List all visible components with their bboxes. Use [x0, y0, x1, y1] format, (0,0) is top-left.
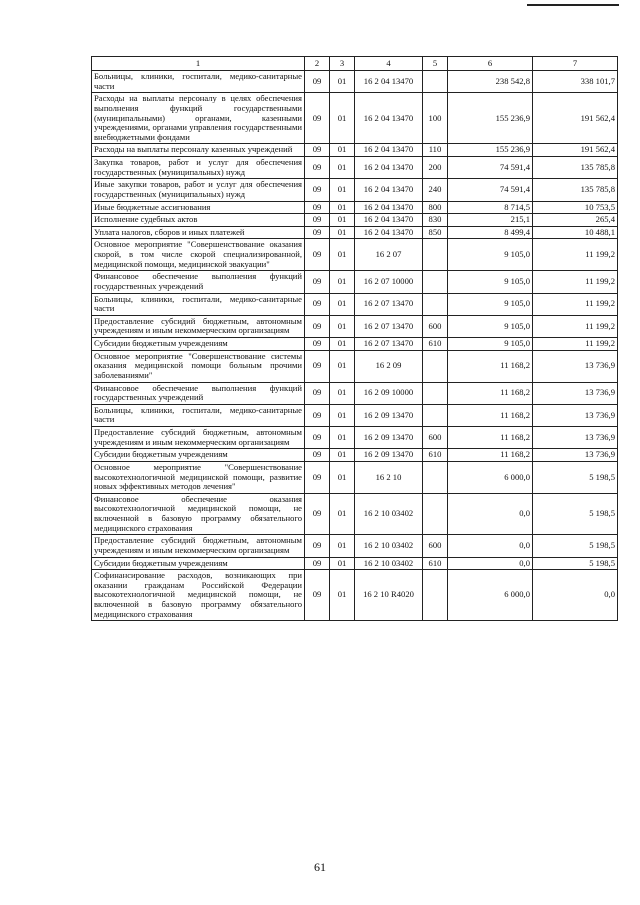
- table-row: [92, 427, 618, 449]
- row-expense-type-cell: [423, 493, 448, 535]
- table-row: [92, 570, 618, 621]
- row-amount-col7-cell: 13 736,9: [533, 404, 618, 426]
- row-target-article-cell: 16 2 09 13470: [355, 427, 423, 449]
- row-amount-col7-cell: 338 101,7: [533, 71, 618, 93]
- row-expense-type-cell: 850: [423, 226, 448, 239]
- row-subsection-cell: 01: [330, 338, 355, 351]
- row-name-cell: Субсидии бюджетным учреждениям: [92, 338, 305, 351]
- row-subsection-cell: 01: [330, 179, 355, 201]
- row-name-cell: Закупка товаров, работ и услуг для обеспечения государственных (муниципальных) нужд: [92, 157, 305, 179]
- table-row: [92, 157, 618, 179]
- budget-table: [91, 56, 618, 621]
- row-name-cell: Основное мероприятие "Совершенствование оказания скорой, в том числе скорой специализированной, медицинской помощи, медицинской эвакуации": [92, 239, 305, 271]
- row-target-article-cell: 16 2 07 13470: [355, 338, 423, 351]
- table-row: [92, 535, 618, 557]
- row-amount-col7-cell: 11 199,2: [533, 293, 618, 315]
- row-expense-type-cell: 100: [423, 93, 448, 144]
- row-amount-col7-cell: 5 198,5: [533, 493, 618, 535]
- row-amount-col6-cell: 238 542,8: [448, 71, 533, 93]
- row-name-cell: Основное мероприятие "Совершенствование высокотехнологичной медицинской помощи, развитие новых эффективных методов лечения": [92, 461, 305, 493]
- row-amount-col6-cell: 11 168,2: [448, 449, 533, 462]
- row-target-article-cell: 16 2 04 13470: [355, 226, 423, 239]
- table-row: [92, 239, 618, 271]
- row-section-cell: 09: [305, 315, 330, 337]
- row-expense-type-cell: 200: [423, 157, 448, 179]
- row-section-cell: 09: [305, 350, 330, 382]
- table-row: [92, 293, 618, 315]
- row-subsection-cell: 01: [330, 157, 355, 179]
- row-expense-type-cell: 610: [423, 338, 448, 351]
- row-amount-col7-cell: 13 736,9: [533, 449, 618, 462]
- row-amount-col6-cell: 155 236,9: [448, 144, 533, 157]
- row-subsection-cell: 01: [330, 461, 355, 493]
- row-target-article-cell: 16 2 09 10000: [355, 382, 423, 404]
- row-subsection-cell: 01: [330, 239, 355, 271]
- row-expense-type-cell: [423, 404, 448, 426]
- table-row: [92, 382, 618, 404]
- table-row: [92, 449, 618, 462]
- row-section-cell: 09: [305, 239, 330, 271]
- header-col-1: 1: [92, 57, 305, 71]
- row-expense-type-cell: 800: [423, 201, 448, 214]
- row-target-article-cell: 16 2 07 10000: [355, 271, 423, 293]
- table-row: [92, 214, 618, 227]
- header-col-6: 6: [448, 57, 533, 71]
- row-amount-col7-cell: 10 488,1: [533, 226, 618, 239]
- row-section-cell: 09: [305, 493, 330, 535]
- row-subsection-cell: 01: [330, 293, 355, 315]
- row-name-cell: Больницы, клиники, госпитали, медико-санитарные части: [92, 71, 305, 93]
- table-row: [92, 226, 618, 239]
- row-target-article-cell: 16 2 10 R4020: [355, 570, 423, 621]
- row-subsection-cell: 01: [330, 226, 355, 239]
- row-amount-col6-cell: 0,0: [448, 493, 533, 535]
- row-target-article-cell: 16 2 04 13470: [355, 71, 423, 93]
- row-amount-col6-cell: 74 591,4: [448, 157, 533, 179]
- row-target-article-cell: 16 2 10: [355, 461, 423, 493]
- row-amount-col6-cell: 11 168,2: [448, 382, 533, 404]
- row-subsection-cell: 01: [330, 71, 355, 93]
- row-subsection-cell: 01: [330, 493, 355, 535]
- row-expense-type-cell: 600: [423, 535, 448, 557]
- row-name-cell: Предоставление субсидий бюджетным, автономным учреждениям и иным некоммерческим организациям: [92, 427, 305, 449]
- row-subsection-cell: 01: [330, 144, 355, 157]
- table-row: [92, 350, 618, 382]
- row-amount-col7-cell: 191 562,4: [533, 93, 618, 144]
- row-subsection-cell: 01: [330, 557, 355, 570]
- row-section-cell: 09: [305, 449, 330, 462]
- row-expense-type-cell: [423, 570, 448, 621]
- row-expense-type-cell: [423, 271, 448, 293]
- table-row: [92, 493, 618, 535]
- row-section-cell: 09: [305, 157, 330, 179]
- row-amount-col6-cell: 6 000,0: [448, 461, 533, 493]
- row-target-article-cell: 16 2 04 13470: [355, 157, 423, 179]
- row-target-article-cell: 16 2 07 13470: [355, 315, 423, 337]
- row-amount-col6-cell: 74 591,4: [448, 179, 533, 201]
- row-amount-col7-cell: 13 736,9: [533, 382, 618, 404]
- row-section-cell: 09: [305, 93, 330, 144]
- row-name-cell: Расходы на выплаты персоналу в целях обеспечения выполнения функций государственными (муниципальными) органами, казенными учреждениями, органами управления государственными внебюджетными фондами: [92, 93, 305, 144]
- row-target-article-cell: 16 2 10 03402: [355, 493, 423, 535]
- row-section-cell: 09: [305, 293, 330, 315]
- row-target-article-cell: 16 2 04 13470: [355, 214, 423, 227]
- row-subsection-cell: 01: [330, 404, 355, 426]
- row-subsection-cell: 01: [330, 427, 355, 449]
- row-name-cell: Иные закупки товаров, работ и услуг для обеспечения государственных (муниципальных) нужд: [92, 179, 305, 201]
- row-name-cell: Финансовое обеспечение выполнения функций государственных учреждений: [92, 382, 305, 404]
- row-expense-type-cell: 600: [423, 427, 448, 449]
- row-expense-type-cell: 110: [423, 144, 448, 157]
- row-amount-col7-cell: 5 198,5: [533, 461, 618, 493]
- row-amount-col7-cell: 265,4: [533, 214, 618, 227]
- row-subsection-cell: 01: [330, 271, 355, 293]
- row-amount-col7-cell: 13 736,9: [533, 427, 618, 449]
- row-amount-col6-cell: 6 000,0: [448, 570, 533, 621]
- row-amount-col7-cell: 11 199,2: [533, 239, 618, 271]
- row-subsection-cell: 01: [330, 535, 355, 557]
- row-section-cell: 09: [305, 71, 330, 93]
- row-section-cell: 09: [305, 214, 330, 227]
- row-expense-type-cell: 600: [423, 315, 448, 337]
- row-target-article-cell: 16 2 07: [355, 239, 423, 271]
- row-target-article-cell: 16 2 04 13470: [355, 201, 423, 214]
- table-row: [92, 144, 618, 157]
- row-subsection-cell: 01: [330, 201, 355, 214]
- row-amount-col7-cell: 135 785,8: [533, 179, 618, 201]
- row-amount-col6-cell: 215,1: [448, 214, 533, 227]
- row-amount-col6-cell: 11 168,2: [448, 427, 533, 449]
- page-number: 61: [314, 860, 326, 874]
- row-subsection-cell: 01: [330, 350, 355, 382]
- row-amount-col6-cell: 8 499,4: [448, 226, 533, 239]
- table-body: [92, 71, 618, 621]
- row-expense-type-cell: [423, 382, 448, 404]
- table-row: [92, 71, 618, 93]
- row-name-cell: Исполнение судебных актов: [92, 214, 305, 227]
- row-name-cell: Предоставление субсидий бюджетным, автономным учреждениям и иным некоммерческим организациям: [92, 535, 305, 557]
- row-subsection-cell: 01: [330, 93, 355, 144]
- row-amount-col7-cell: 10 753,5: [533, 201, 618, 214]
- table-row: [92, 93, 618, 144]
- row-subsection-cell: 01: [330, 214, 355, 227]
- table-row: [92, 201, 618, 214]
- row-name-cell: Финансовое обеспечение выполнения функций государственных учреждений: [92, 271, 305, 293]
- row-amount-col7-cell: 135 785,8: [533, 157, 618, 179]
- row-name-cell: Субсидии бюджетным учреждениям: [92, 449, 305, 462]
- row-subsection-cell: 01: [330, 382, 355, 404]
- row-expense-type-cell: [423, 71, 448, 93]
- table-row: [92, 557, 618, 570]
- row-section-cell: 09: [305, 201, 330, 214]
- row-section-cell: 09: [305, 271, 330, 293]
- header-col-2: 2: [305, 57, 330, 71]
- row-amount-col7-cell: 5 198,5: [533, 535, 618, 557]
- row-target-article-cell: 16 2 07 13470: [355, 293, 423, 315]
- row-name-cell: Финансовое обеспечение оказания высокотехнологичной медицинской помощи, не включенной в базовую программу обязательного медицинского страхования: [92, 493, 305, 535]
- row-amount-col6-cell: 9 105,0: [448, 315, 533, 337]
- row-amount-col6-cell: 9 105,0: [448, 239, 533, 271]
- row-section-cell: 09: [305, 404, 330, 426]
- table-row: [92, 338, 618, 351]
- row-section-cell: 09: [305, 461, 330, 493]
- row-section-cell: 09: [305, 338, 330, 351]
- row-section-cell: 09: [305, 226, 330, 239]
- row-target-article-cell: 16 2 04 13470: [355, 179, 423, 201]
- row-expense-type-cell: 610: [423, 449, 448, 462]
- row-target-article-cell: 16 2 04 13470: [355, 144, 423, 157]
- table-row: [92, 271, 618, 293]
- row-name-cell: Уплата налогов, сборов и иных платежей: [92, 226, 305, 239]
- row-expense-type-cell: 240: [423, 179, 448, 201]
- table-header-row: [92, 57, 618, 71]
- row-target-article-cell: 16 2 09 13470: [355, 449, 423, 462]
- row-amount-col6-cell: 9 105,0: [448, 271, 533, 293]
- row-amount-col6-cell: 9 105,0: [448, 293, 533, 315]
- row-expense-type-cell: 610: [423, 557, 448, 570]
- row-expense-type-cell: 830: [423, 214, 448, 227]
- row-amount-col7-cell: 5 198,5: [533, 557, 618, 570]
- row-name-cell: Софинансирование расходов, возникающих при оказании гражданам Российской Федерации высокотехнологичной медицинской помощи, не включенной в базовую программу обязательного медицинского страхования: [92, 570, 305, 621]
- row-section-cell: 09: [305, 144, 330, 157]
- row-amount-col6-cell: 8 714,5: [448, 201, 533, 214]
- row-subsection-cell: 01: [330, 570, 355, 621]
- row-name-cell: Субсидии бюджетным учреждениям: [92, 557, 305, 570]
- row-target-article-cell: 16 2 10 03402: [355, 557, 423, 570]
- row-name-cell: Иные бюджетные ассигнования: [92, 201, 305, 214]
- row-expense-type-cell: [423, 293, 448, 315]
- row-expense-type-cell: [423, 239, 448, 271]
- header-col-3: 3: [330, 57, 355, 71]
- table-row: [92, 404, 618, 426]
- table-row: [92, 315, 618, 337]
- table-row: [92, 461, 618, 493]
- row-subsection-cell: 01: [330, 449, 355, 462]
- header-col-4: 4: [355, 57, 423, 71]
- row-amount-col7-cell: 191 562,4: [533, 144, 618, 157]
- row-amount-col7-cell: 11 199,2: [533, 338, 618, 351]
- row-name-cell: Предоставление субсидий бюджетным, автономным учреждениям и иным некоммерческим организациям: [92, 315, 305, 337]
- row-amount-col6-cell: 0,0: [448, 557, 533, 570]
- row-amount-col7-cell: 11 199,2: [533, 271, 618, 293]
- row-expense-type-cell: [423, 461, 448, 493]
- row-target-article-cell: 16 2 10 03402: [355, 535, 423, 557]
- row-amount-col6-cell: 11 168,2: [448, 404, 533, 426]
- row-section-cell: 09: [305, 557, 330, 570]
- row-amount-col6-cell: 155 236,9: [448, 93, 533, 144]
- corner-rule: [527, 4, 619, 6]
- row-amount-col6-cell: 0,0: [448, 535, 533, 557]
- row-section-cell: 09: [305, 427, 330, 449]
- row-amount-col7-cell: 11 199,2: [533, 315, 618, 337]
- row-name-cell: Больницы, клиники, госпитали, медико-санитарные части: [92, 404, 305, 426]
- row-section-cell: 09: [305, 570, 330, 621]
- row-target-article-cell: 16 2 09 13470: [355, 404, 423, 426]
- row-amount-col7-cell: 0,0: [533, 570, 618, 621]
- row-expense-type-cell: [423, 350, 448, 382]
- row-subsection-cell: 01: [330, 315, 355, 337]
- row-target-article-cell: 16 2 09: [355, 350, 423, 382]
- row-name-cell: Расходы на выплаты персоналу казенных учреждений: [92, 144, 305, 157]
- row-name-cell: Основное мероприятие "Совершенствование системы оказания медицинской помощи больным прочими заболеваниями": [92, 350, 305, 382]
- header-col-5: 5: [423, 57, 448, 71]
- header-col-7: 7: [533, 57, 618, 71]
- row-name-cell: Больницы, клиники, госпитали, медико-санитарные части: [92, 293, 305, 315]
- row-section-cell: 09: [305, 535, 330, 557]
- row-amount-col6-cell: 11 168,2: [448, 350, 533, 382]
- row-amount-col6-cell: 9 105,0: [448, 338, 533, 351]
- table-row: [92, 179, 618, 201]
- row-section-cell: 09: [305, 382, 330, 404]
- row-target-article-cell: 16 2 04 13470: [355, 93, 423, 144]
- row-section-cell: 09: [305, 179, 330, 201]
- row-amount-col7-cell: 13 736,9: [533, 350, 618, 382]
